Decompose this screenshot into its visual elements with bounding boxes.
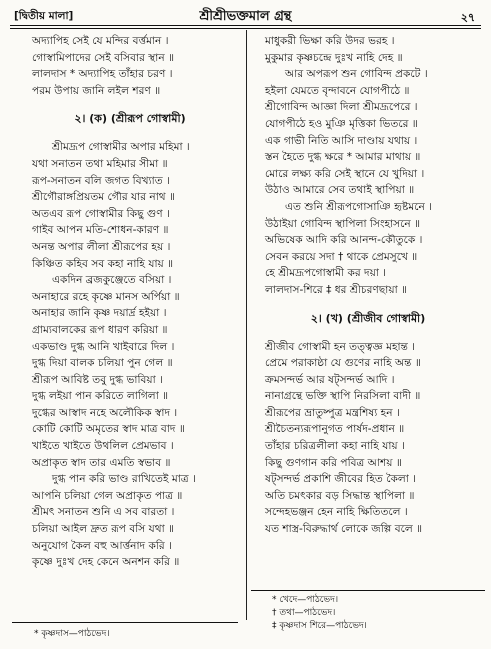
- verse-line: খাইতে খাইতে উথলিল প্রেমভাব ।: [32, 440, 174, 453]
- verse-line: শ্রীগৌরাঙ্গপ্রিয়তম গৌর যার নাথ ॥: [32, 191, 176, 204]
- verse-line: মুকুমার কৃষ্ণচন্দ্রে দুঃখ নাহি দেহ ॥: [265, 51, 403, 64]
- verse-line: যথা সনাতন তথা মহিমার সীমা ॥: [32, 157, 168, 170]
- verse-line: নানাগ্রন্থে ভক্তি স্থাপি নিরসিলা বাদী ॥: [265, 390, 421, 403]
- verse-line: অনন্ত অপার লীলা শ্রীরূপের হয় ।: [32, 240, 171, 253]
- verse-line: সন্দেহভঞ্জন হেন নাহি ক্ষিতিতলে ।: [265, 506, 408, 519]
- verse-line: তাঁহার চরিত্রলীলা কহা নাহি যায় ।: [265, 440, 405, 453]
- verse-line: হইলা যেমতে বৃন্দাবনে যোগপীঠে ॥: [265, 84, 410, 97]
- verse-line: অনুযোগ কৈল বহু আর্ত্তনাদ করি ।: [32, 539, 172, 552]
- verse-line: লালদাস * অদ্যাপিহ তাঁহার চরণ ।: [32, 68, 173, 81]
- verse-line: ক্রমসন্দর্ভ আর ষট্সন্দর্ভ আদি ।: [265, 373, 395, 386]
- verse-line: অনাহার জানি কৃষ্ণ দয়ার্দ্র হইয়া ।: [32, 307, 167, 320]
- page-header: [6, 6, 485, 26]
- verse-line: শ্রীমদ্রূপ গোস্বামীর অপার মহিমা ।: [52, 141, 190, 154]
- verse-line: একভাণ্ড দুগ্ধ আনি খাইবারে দিল ।: [32, 340, 175, 353]
- verse-line: কৃষ্ণে দুঃখ দেহ কেনে অনশন করি ॥: [32, 556, 180, 569]
- verse-line: শ্রীগোবিন্দ আজ্ঞা দিলা শ্রীমদ্রূপেরে ।: [265, 101, 418, 114]
- footnotes-right: [272, 594, 367, 633]
- column-divider: [246, 30, 247, 620]
- verse-line: দুগ্ধ লইয়া পান করিতে লাগিলা ॥: [32, 390, 169, 403]
- verse-line: প্রেমে পরাকাষ্ঠা যে গুণের নাহি অন্ত ॥: [265, 357, 421, 370]
- header-rule: [10, 25, 481, 26]
- verse-line: এত শুনি শ্রীরূপগোসাঞি হৃষ্টমনে ।: [285, 200, 432, 213]
- verse-line: হে শ্রীমদ্রূপগোস্বামী কর দয়া ।: [265, 267, 387, 280]
- verse-line: দুগ্ধ দিয়া বালক চলিয়া পুন গেল ॥: [32, 357, 173, 370]
- verse-line: শ্রীচৈতন্যরূপানুগত পার্ষদ-প্রধান ॥: [265, 423, 405, 436]
- footnote-item: * খেদে—পাঠভেদ।: [272, 595, 339, 605]
- verse-line: মাধুকরী ভিক্ষা করি উদর ভরহ ।: [265, 35, 395, 47]
- verse-line: গোস্বামিপাদের সেই বসিবার স্থান ॥: [32, 51, 175, 64]
- verse-line: যোগপীঠে হও মুঞি মৃত্তিকা ভিতরে ॥: [265, 117, 418, 130]
- verse-line: উঠাও আমারে সেব তথাই স্থাপিয়া ॥: [265, 184, 415, 197]
- verse-line: শ্রীরূপ আবিষ্ট তবু দুগ্ধ ভাবিয়া ।: [32, 373, 163, 386]
- verse-line: কিছু গুণগান করি পবিত্র আশয় ॥: [265, 456, 402, 469]
- footnote-rule-right: [251, 590, 485, 591]
- verse-line: কোটি কোটি অমৃতের স্বাদ মাত্র বাদ ॥: [32, 423, 185, 436]
- footnote-item: † তথা—পাঠভেদ।: [272, 608, 336, 618]
- verse-line: শ্রীজীব গোস্বামী হন তত্ত্বজ্ঞ মহান্ত ।: [265, 340, 416, 353]
- verse-line: আপনি চলিয়া গেল অপ্রাকৃত পাত্র ॥: [32, 489, 183, 502]
- footnote-item: ‡ কৃষ্ণদাস শিরে—পাঠভেদ।: [272, 621, 367, 631]
- verse-line: দুগ্ধের আস্বাদ নহে অলৌকিক স্বাদ ।: [32, 406, 178, 419]
- verse-line: আর অপরূপ শুন গোবিন্দ প্রকটে ।: [285, 68, 428, 81]
- verse-line: ষট্সন্দর্ভ প্রকাশি জীবের হিত কৈলা ।: [265, 473, 417, 486]
- section-heading-rupa: ২। (ক) (শ্রীরূপ গোস্বামী): [74, 112, 186, 126]
- verse-line: অতি চমৎকার বড় সিদ্ধান্ত স্থাপিলা ॥: [265, 489, 415, 502]
- verse-line: শ্রীরূপের ভ্রাতুষ্পুত্র মন্ত্রশিষ্য হন ।: [265, 406, 400, 419]
- book-title: শ্রীশ্রীভক্তমাল গ্রন্থ: [199, 9, 292, 24]
- verse-line: একদিন ব্রজকুঞ্জেতে বসিয়া ।: [52, 274, 172, 287]
- verse-line: অপ্রাকৃত স্বাদ তার এমতি স্বভাব ॥: [32, 456, 171, 469]
- verse-line: পরম উপায় জানি লইল শরণ ॥: [32, 84, 161, 97]
- verse-line: অতএব রূপ গোস্বামীর কিছু গুণ ।: [32, 207, 170, 220]
- header-rule-thin: [10, 28, 481, 29]
- page-number: ২৭: [460, 11, 475, 24]
- verse-line: এক গাভী নিতি আসি দাণ্ডায় যথায় ।: [265, 134, 418, 147]
- verse-line: সেবন করয়ে সদা † থাকে প্রেমসুখে ॥: [265, 250, 418, 263]
- verse-line: গাইব আপন মতি-শোধন-কারণ ॥: [32, 224, 169, 237]
- verse-line: গ্রাম্যবালকের রূপ ধারণ করিয়া ॥: [32, 323, 168, 336]
- verse-line: অভিষেক আদি করি আনন্দ-কৌতুকে ।: [265, 234, 423, 247]
- footnote-rule-left: [12, 622, 238, 623]
- verse-line: অদ্যাপিহ সেই যে মন্দির বর্ত্তমান ।: [32, 35, 169, 47]
- verse-line: কিঞ্চিত কহিব সব কহা নাহি যায় ॥: [32, 257, 174, 270]
- footnote-left: * কৃষ্ণদাস—পাঠভেদ।: [34, 629, 110, 639]
- section-heading-jiva: ২। (খ) (শ্রীজীব গোস্বামী): [310, 311, 426, 325]
- left-column: [18, 33, 242, 571]
- verse-line: উঠাইয়া গোবিন্দ স্থাপিলা সিংহাসনে ॥: [265, 217, 421, 230]
- verse-line: শ্রীমৎ সনাতন শুনি এ সব বারতা ।: [32, 506, 175, 519]
- verse-line: রূপ-সনাতন বলি জগত বিখ্যাত ।: [32, 174, 170, 187]
- verse-line: লালদাস-শিরে ‡ ধর শ্রীচরণছায়া ॥: [265, 283, 408, 296]
- verse-line: চলিয়া আইল দ্রুত রূপ বসি যথা ॥: [32, 523, 175, 536]
- chapter-label: [দ্বিতীয় মালা]: [14, 10, 74, 22]
- verse-line: যত শাস্ত্র-বিরুদ্ধার্থ লোকে জল্পি বলে ॥: [265, 523, 423, 536]
- verse-line: মোরে লক্ষ্য করি সেই স্থানে যে খুদিয়া ।: [265, 167, 425, 180]
- right-column: [251, 33, 485, 538]
- verse-line: দুগ্ধ পান করি ভাণ্ড রাখিতেই মাত্র ।: [52, 473, 196, 486]
- verse-line: অনাহারে রহে কৃষ্ণে মানস অর্পিয়া ॥: [32, 290, 180, 303]
- verse-line: স্তন হৈতে দুগ্ধ ক্ষরে * আমার মাথায় ॥: [265, 151, 421, 164]
